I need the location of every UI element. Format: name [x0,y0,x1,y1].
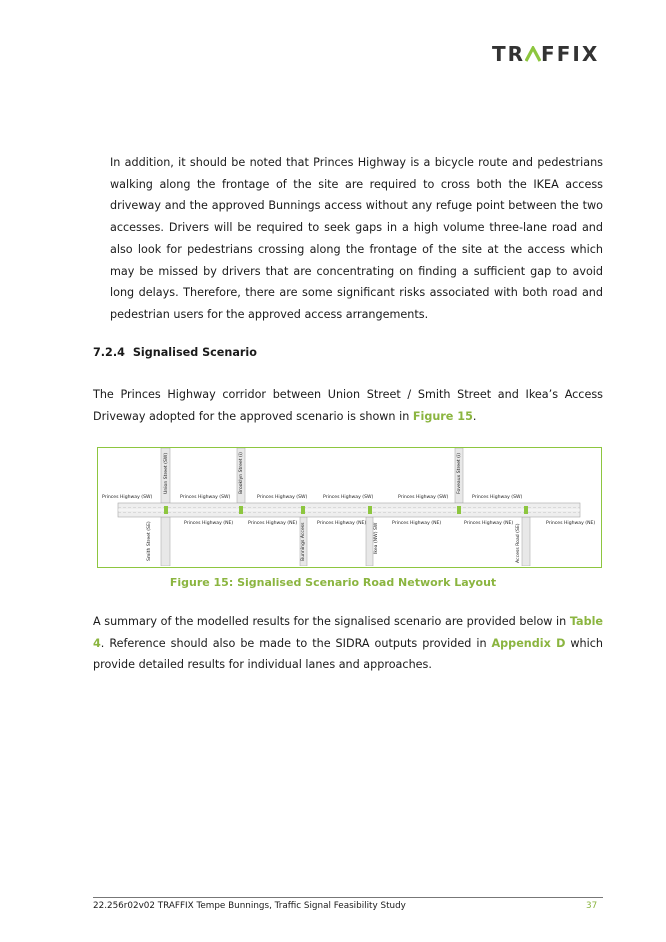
access-road-intersection-marker [524,506,528,514]
figure-15-link[interactable]: Figure 15 [412,409,473,423]
road-network-figure [97,447,602,568]
paragraph-corridor-end: . [472,409,477,423]
section-number: 7.2.4 [93,346,125,359]
ne-label: Princes Highway (NE) [248,521,298,526]
paragraph-safety-risks: In addition, it should be noted that Princes Highway is a bicycle route and pedestrians walking along the frontage of the site are required to cross both the IKEA access driveway and the approved Bunnings access without any refuge point between the two accesses. Drivers will be required to seek gaps in a high volume three-lane road and also look for pedestrians crossing along the frontage of the site at the access which may be missed by drivers that are concentrating on finding a sufficient gap to avoid long delays. Therefore, there are some significant risks associated with both road and pedestrian users for the approved access arrangements. [110,156,603,321]
bottom-street-label: Access Road (SE) [516,523,521,563]
ne-label: Princes Highway (NE) [317,521,367,526]
paragraph-corridor-text: The Princes Highway corridor between Union Street / Smith Street and Ikea’s Access Driveway adopted for the approved scenario is shown in [93,388,603,423]
sw-label: Princes Highway (SW) [472,495,523,500]
footer-divider [93,897,603,898]
table-4-link[interactable]: Table 4 [93,615,603,650]
page-number: 37 [586,901,598,911]
section-heading [93,346,257,359]
road-network-diagram [98,448,600,566]
traffix-logo [492,42,604,64]
brooklyn-intersection-marker [239,506,243,514]
top-street-label: Union Street (SW) [164,452,169,494]
logo-a-mark-icon [525,46,541,62]
paragraph-summary-text: . Reference should also be made to the SIDRA outputs provided in [100,636,492,650]
foveaux-intersection-marker [457,506,461,514]
bottom-street-label: Ikea (NW) SW [374,522,379,554]
sw-label: Princes Highway (SW) [398,495,449,500]
sw-label: Princes Highway (SW) [323,495,374,500]
bottom-street-label: Smith Street (SE) [147,521,152,561]
union-intersection-marker [164,506,168,514]
bunnings-intersection-marker [301,506,305,514]
top-street-label: Foveaux Street (i) [457,452,462,494]
section-title: Signalised Scenario [132,346,257,359]
paragraph-summary [93,611,603,676]
ne-label: Princes Highway (NE) [392,521,442,526]
logo-suffix: FFIX [541,42,600,66]
bottom-street-label: Bunnings Access [301,522,306,561]
smith-street-road [161,517,170,566]
ne-label: Princes Highway (NE) [184,521,234,526]
paragraph-summary-text: which provide detailed results for individual lanes and approaches. [93,636,603,672]
figure-caption: Figure 15: Signalised Scenario Road Network Layout [169,576,497,589]
sw-label: Princes Highway (SW) [257,495,308,500]
logo-prefix: TR [492,42,526,66]
footer-document-title: 22.256r02v02 TRAFFIX Tempe Bunnings, Traffic Signal Feasibility Study [93,901,406,911]
paragraph-corridor [93,384,603,427]
sw-label: Princes Highway (SW) [180,495,231,500]
ikea-road [366,517,373,566]
sw-label: Princes Highway (SW) [102,495,153,500]
access-road-road [522,517,530,566]
appendix-d-link[interactable]: Appendix D [491,636,566,650]
ne-label: Princes Highway (NE) [546,521,596,526]
paragraph-summary-text: A summary of the modelled results for the signalised scenario are provided below in [93,615,570,628]
ikea-intersection-marker [368,506,372,514]
top-street-label: Brooklyn Street (i) [239,452,244,494]
ne-label: Princes Highway (NE) [464,521,514,526]
